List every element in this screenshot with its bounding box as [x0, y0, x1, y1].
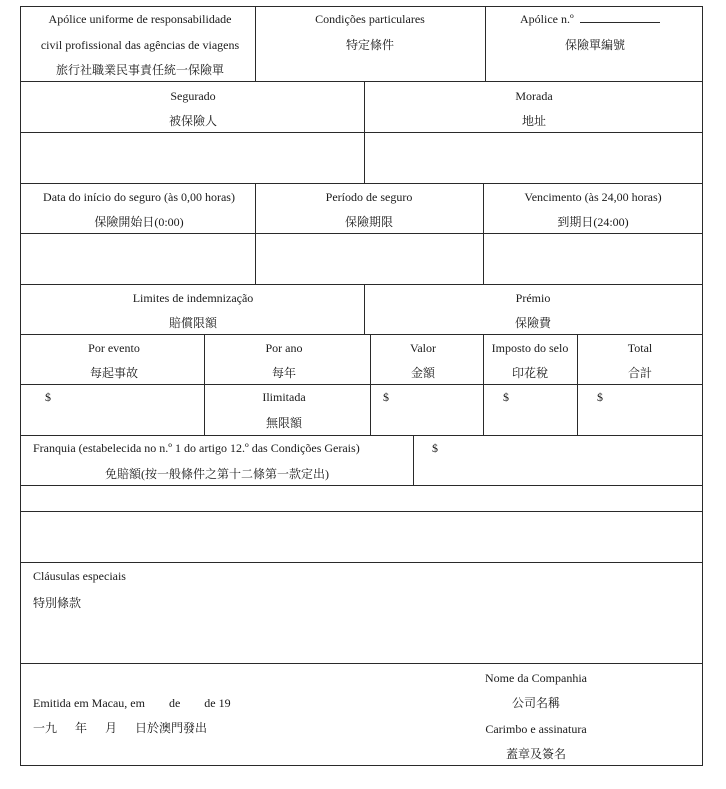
blank-row[interactable] [21, 512, 702, 562]
company-name-zh: 公司名稱 [511, 696, 561, 710]
stamp-tax-currency: $ [503, 390, 509, 404]
border-right [702, 6, 703, 766]
blank-row[interactable] [21, 486, 702, 511]
insured-pt: Segurado [170, 89, 216, 103]
value-zh: 金額 [410, 366, 436, 380]
policy-number-pt: Apólice n.º [520, 12, 574, 26]
issued-zh: 一九 年 月 日於澳門發出 [33, 721, 208, 735]
special-clauses-pt: Cláusulas especiais [33, 569, 126, 583]
divider [20, 183, 703, 184]
border-top [20, 6, 703, 7]
value-pt: Valor [410, 341, 436, 355]
limits-zh: 賠償限額 [168, 316, 218, 330]
per-year-pt: Por ano [265, 341, 303, 355]
company-name-pt: Nome da Companhia [485, 671, 587, 685]
policy-number-label [520, 12, 660, 26]
issued-pt: Emitida em Macau, em de de 19 [33, 696, 231, 710]
start-date-field[interactable] [21, 234, 255, 284]
policy-number-zh: 保險單編號 [564, 38, 626, 52]
per-event-pt: Por evento [88, 341, 140, 355]
divider [20, 284, 703, 285]
limits-pt: Limites de indemnização [132, 291, 254, 305]
divider [20, 435, 703, 436]
total-zh: 合計 [627, 366, 653, 380]
start-date-zh: 保險開始日(0:00) [94, 215, 184, 229]
address-field[interactable] [365, 133, 702, 183]
insurance-period-field[interactable] [256, 234, 483, 284]
stamp-signature-zh: 蓋章及簽名 [505, 747, 567, 761]
insured-zh: 被保險人 [168, 114, 218, 128]
divider [485, 6, 486, 81]
start-date-pt: Data do início do seguro (às 0,00 horas) [43, 190, 235, 204]
divider [20, 663, 703, 664]
insurance-period-pt: Período de seguro [325, 190, 413, 204]
address-pt: Morada [515, 89, 553, 103]
total-pt: Total [627, 341, 653, 355]
stamp-tax-zh: 印花稅 [511, 366, 549, 380]
border-left [20, 6, 21, 766]
value-currency: $ [383, 390, 389, 404]
per-year-zh: 每年 [271, 366, 297, 380]
divider [413, 435, 414, 485]
divider [364, 284, 365, 335]
insurance-period-zh: 保險期限 [344, 215, 394, 229]
franchise-zh: 免賠額(按一般條件之第十二條第一款定出) [105, 467, 329, 481]
divider [20, 384, 703, 385]
per-event-zh: 每起事故 [89, 366, 139, 380]
franchise-pt: Franquia (estabelecida no n.º 1 do artigo 12.º das Condições Gerais) [33, 441, 360, 455]
expiry-field[interactable] [484, 234, 702, 284]
stamp-tax-pt: Imposto do selo [491, 341, 569, 355]
unlimited-zh: 無限額 [265, 416, 303, 430]
stamp-signature-pt: Carimbo e assinatura [485, 722, 587, 736]
premium-pt: Prémio [515, 291, 551, 305]
insured-field[interactable] [21, 133, 364, 183]
franchise-currency: $ [432, 441, 438, 455]
divider [20, 334, 703, 335]
expiry-pt: Vencimento (às 24,00 horas) [524, 190, 662, 204]
expiry-zh: 到期日(24:00) [557, 215, 629, 229]
address-zh: 地址 [521, 114, 547, 128]
policy-number-field[interactable] [580, 12, 660, 23]
special-clauses-zh: 特別條款 [33, 596, 82, 610]
policy-title-pt-1: Apólice uniforme de responsabilidade [48, 12, 232, 26]
conditions-pt: Condições particulares [315, 12, 425, 26]
policy-title-pt-2: civil profissional das agências de viagens [40, 38, 240, 52]
divider [20, 81, 703, 82]
premium-zh: 保險費 [514, 316, 552, 330]
per-event-currency: $ [45, 390, 51, 404]
unlimited-pt: Ilimitada [262, 390, 306, 404]
policy-title-zh: 旅行社職業民事責任統一保險單 [55, 63, 225, 77]
total-currency: $ [597, 390, 603, 404]
border-bottom [20, 765, 703, 766]
divider [20, 562, 703, 563]
conditions-zh: 特定條件 [345, 38, 395, 52]
divider [255, 6, 256, 81]
